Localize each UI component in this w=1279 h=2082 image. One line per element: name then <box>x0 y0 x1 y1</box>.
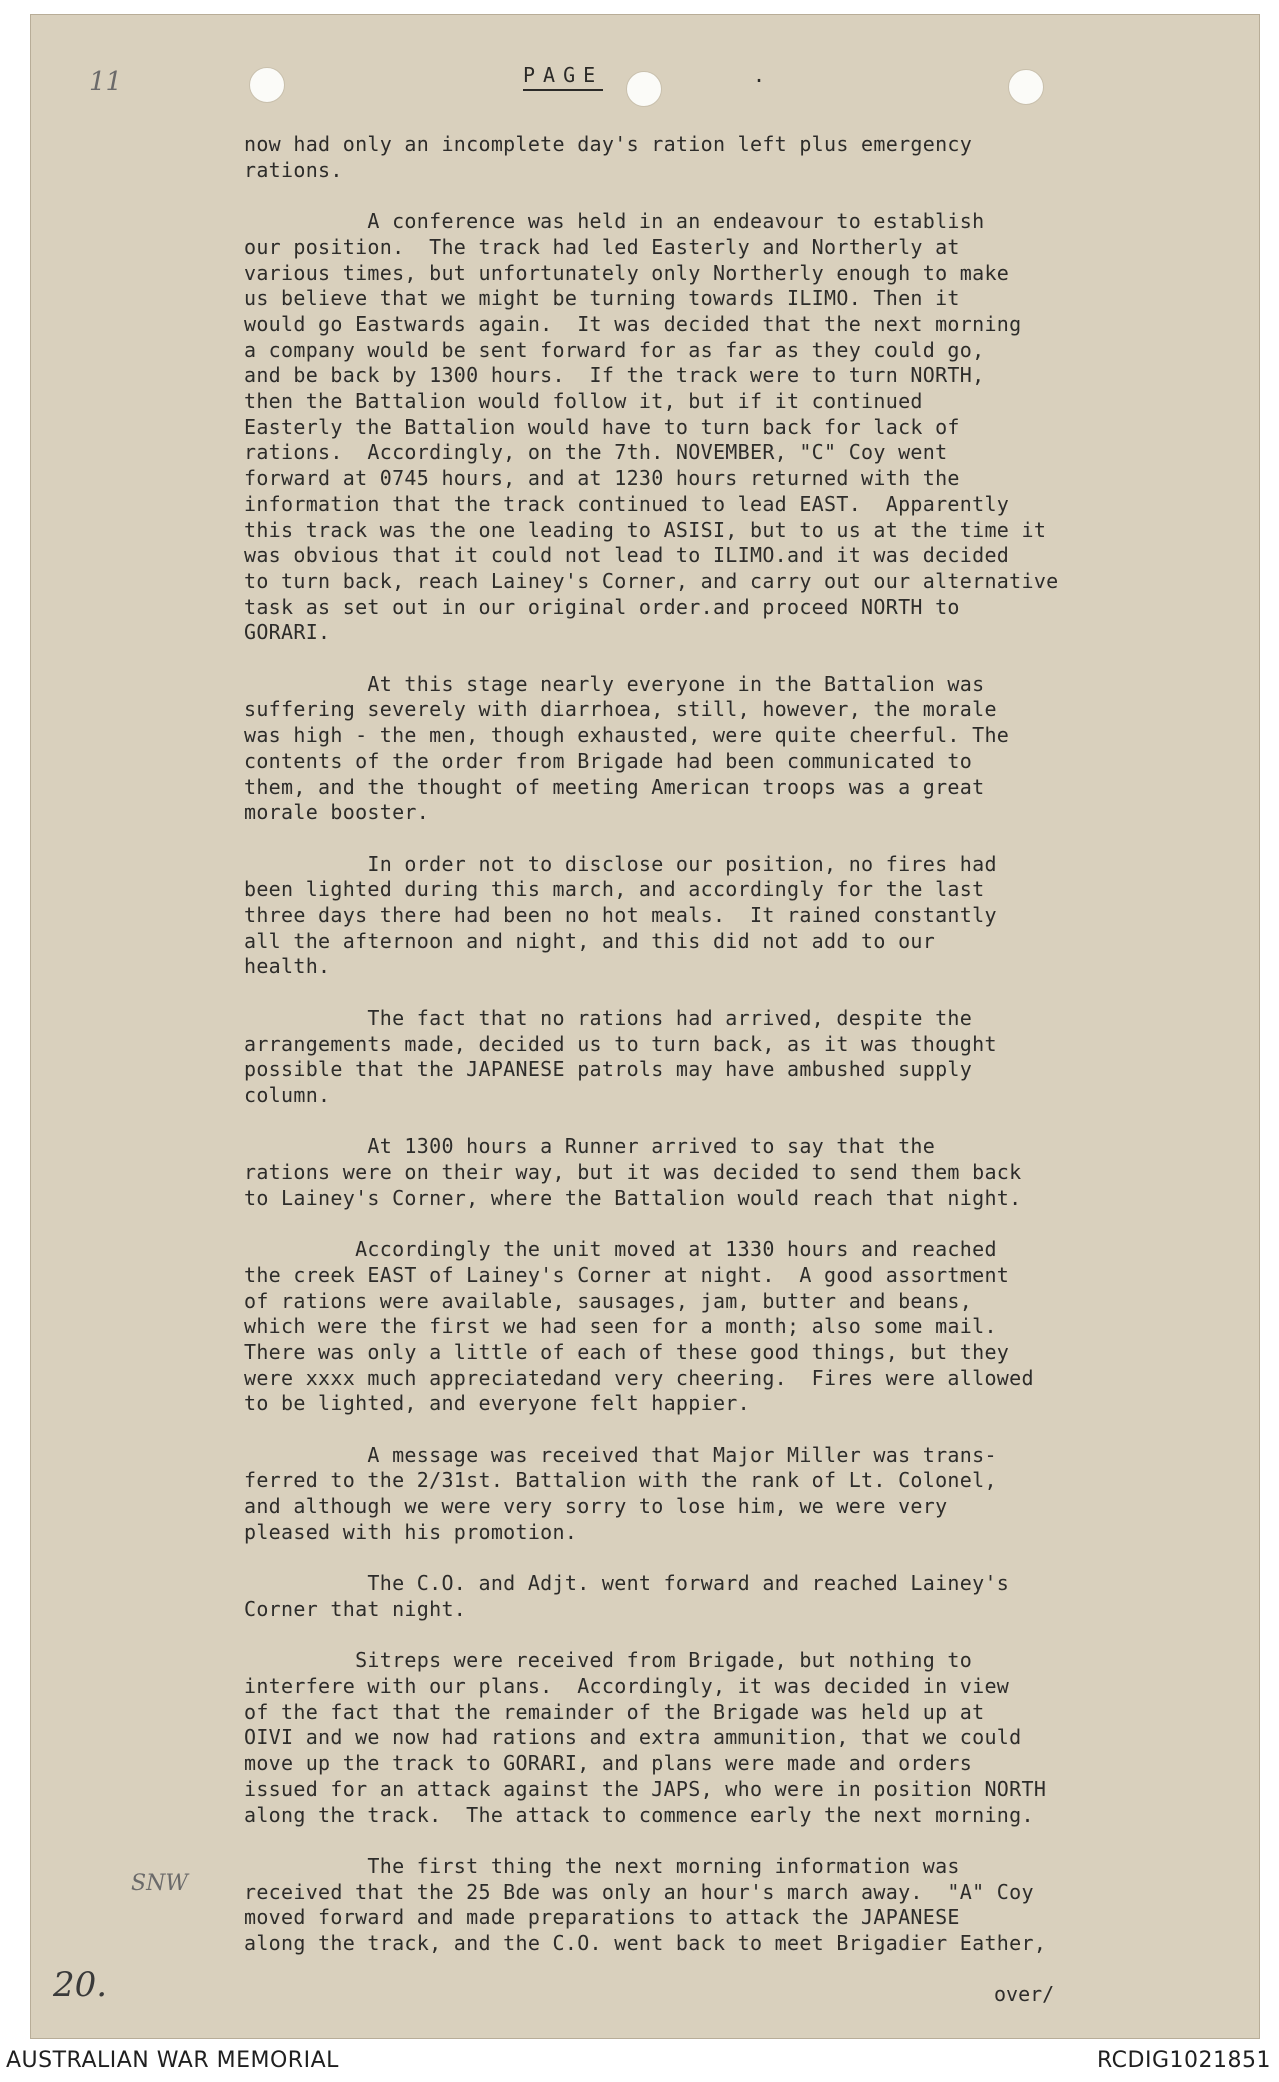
punch-hole <box>1008 69 1044 105</box>
paragraph: A message was received that Major Miller was trans- ferred to the 2/31st. Battalion with the rank of Lt. Colonel, and although we were very sorry to lose him, we were very pleased with his promotion. <box>244 1442 997 1544</box>
paragraph: Sitreps were received from Brigade, but nothing to interfere with our plans. Accordingly, it was decided in view of the fact that the remainder of the Brigade was held up at OIVI and we now had rations and extra ammunition, that we could move up the track to GORARI, and plans were made and orders issued for an attack against the JAPS, who were in position NORTH along the track. The attack to commence early the next morning. <box>244 1648 1047 1827</box>
footer-record-id: RCDIG1021851 <box>1096 2048 1271 2073</box>
typed-body <box>244 132 1244 1982</box>
paragraph: A conference was held in an endeavour to establish our position. The track had led Easterly and Northerly at various times, but unfortunately only Northerly enough to make us believe that we might be turning towards ILIMO. Then it would go Eastwards again. It was decided that the next morning a company would be sent forward for as far as they could go, and be back by 1300 hours. If the track were to turn NORTH, then the Battalion would follow it, but if it continued Easterly the Battalion would have to turn back for lack of rations. Accordingly, on the 7th. NOVEMBER, "C" Coy went forward at 0745 hours, and at 1230 hours returned with the information that the track continued to lead EAST. Apparently this track was the one leading to ASISI, but to us at the time it was obvious that it could not lead to ILIMO.and it was decided to turn back, reach Lainey's Corner, and carry out our alternative task as set out in our original order.and proceed NORTH to GORARI. <box>244 209 1059 645</box>
paragraph: The first thing the next morning information was received that the 25 Bde was only an hour's march away. "A" Coy moved forward and made preparations to attack the JAPANESE along the track, and the C.O. went back to meet Brigadier Eather, <box>244 1853 1047 1956</box>
margin-note-initials: SNW <box>131 1871 188 1896</box>
page-heading-dot: . <box>753 63 766 87</box>
paragraph: The C.O. and Adjt. went forward and reached Lainey's Corner that night. <box>244 1571 1010 1621</box>
paragraph: The fact that no rations had arrived, despite the arrangements made, decided us to turn back, as it was thought possible that the JAPANESE patrols may have ambushed supply column. <box>244 1005 997 1107</box>
footer-archive-name: AUSTRALIAN WAR MEMORIAL <box>6 2048 339 2073</box>
paragraph: At 1300 hours a Runner arrived to say that the rations were on their way, but it was decided to send them back to Lainey's Corner, where the Battalion would reach that night. <box>244 1134 1022 1210</box>
margin-note-top: 11 <box>89 67 123 97</box>
paragraph: Accordingly the unit moved at 1330 hours and reached the creek EAST of Lainey's Corner at night. A good assortment of rations were available, sausages, jam, butter and beans, which were the first we had seen for a month; also some mail. There was only a little of each of these good things, but they were xxxx much appreciatedand very cheering. Fires were allowed to be lighted, and everyone felt happier. <box>244 1237 1034 1416</box>
paragraph: In order not to disclose our position, no fires had been lighted during this march, and accordingly for the last three days there had been no hot meals. It rained constantly all the afternoon and night, and this did not add to our health. <box>244 851 997 979</box>
paragraph: At this stage nearly everyone in the Battalion was suffering severely with diarrhoea, still, however, the morale was high - the men, though exhausted, were quite cheerful. The contents of the order from Brigade had been communicated to them, and the thought of meeting American troops was a great morale booster. <box>244 671 1010 825</box>
paragraph: now had only an incomplete day's ration left plus emergency rations. <box>244 132 973 182</box>
punch-hole <box>626 71 662 107</box>
margin-note-page-number: 20. <box>53 1965 108 2005</box>
page-heading: PAGE <box>523 63 603 91</box>
page-continues-marker: over/ <box>994 1982 1055 2006</box>
punch-hole <box>249 67 285 103</box>
